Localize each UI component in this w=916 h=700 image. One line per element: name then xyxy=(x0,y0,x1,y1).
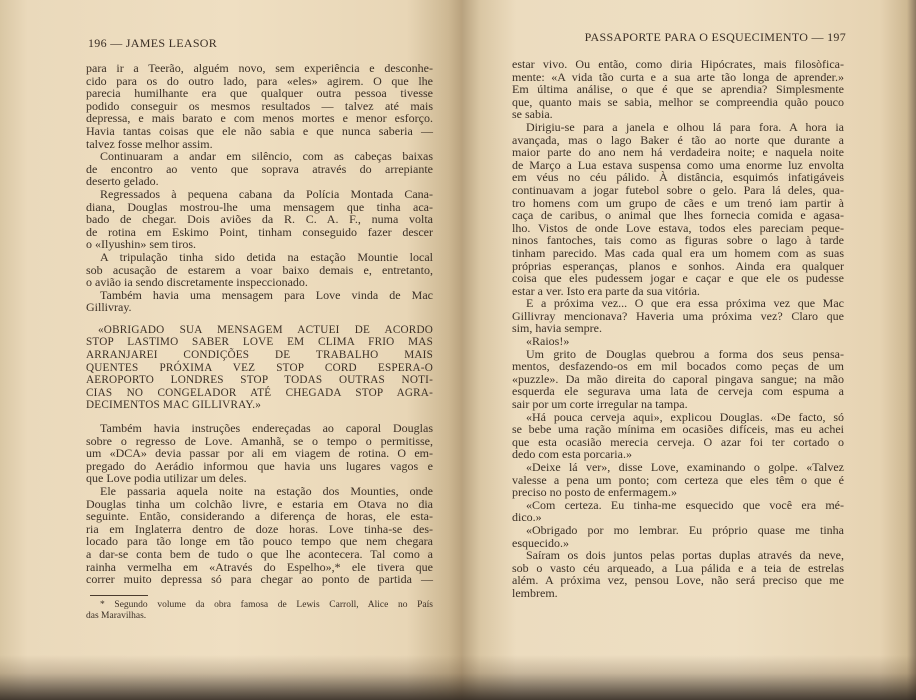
text-line: seguinte. Então, considerando a diferença de horas, ele esta- xyxy=(86,509,433,524)
paragraph xyxy=(512,348,844,411)
text-line: cido para os do outro lado, para «eles» agirem. O que lhe xyxy=(86,73,433,88)
text-line: «Deixe lá ver», disse Love, examinando o golpe. «Talvez xyxy=(526,460,844,474)
text-line: de Março a Lua estava suspensa como uma enorme luz envolta xyxy=(512,157,844,172)
text-line: em véus no céu pálido. À distância, esquimós infatigáveis xyxy=(512,170,844,185)
text-line: Saíram os dois juntos pelas portas duplas através da neve, xyxy=(526,548,844,563)
text-line: «Raios!» xyxy=(526,334,570,349)
text-line: Também havia instruções endereçadas ao caporal Douglas xyxy=(100,421,433,436)
text-line: esquecido.» xyxy=(512,535,569,550)
text-line: lembrem. xyxy=(512,585,558,600)
text-line: dico.» xyxy=(512,510,542,525)
text-line: próprias esperanças, planos e sonhos. Ainda era qualquer xyxy=(512,258,844,273)
text-line: QUENTES PRÓXIMA VEZ STOP CORD ESPERA-O xyxy=(86,361,433,374)
text-line: Ele passaria aquela noite na estação dos Mounties, onde xyxy=(100,484,433,498)
right-page xyxy=(462,0,916,700)
left-page-body xyxy=(86,62,433,586)
text-line: parecia humilhante era que qualquer outra pessoa tivesse xyxy=(86,86,433,101)
text-line: um «DCA» devia passar por ali em viagem de rotina. O em- xyxy=(86,446,433,461)
text-line: mente: «A vida tão curta e a sua arte tão longa de aprender.» xyxy=(512,69,844,84)
paragraph xyxy=(512,121,844,297)
text-line: Havia tantas coisas que ele não sabia e que nunca saberia — xyxy=(86,123,433,138)
text-line: «Obrigado por mo lembrar. Eu próprio quase me tinha xyxy=(526,522,844,537)
paragraph xyxy=(86,251,433,289)
text-line: sim, havia sempre. xyxy=(512,321,602,336)
text-line: AEROPORTO LONDRES STOP TODAS OUTRAS NOTI- xyxy=(86,374,433,387)
paragraph xyxy=(86,422,433,485)
telegram-paragraph xyxy=(86,324,433,412)
text-line: se bebe uma ração mínima em ocasiões difíceis, mas eu achei xyxy=(512,422,844,437)
text-line: tro homens com um grupo de cães e um trenó iam partir à xyxy=(512,195,844,210)
text-line: lho. Vistos de onde Love estava, todos eles pareciam peque- xyxy=(512,220,844,235)
text-line: para ir a Teerão, alguém novo, sem experiência e desconhe- xyxy=(86,61,433,75)
text-line: A tripulação tinha sido detida na estação Mountie local xyxy=(100,249,433,264)
footnote-divider xyxy=(90,595,148,596)
paragraph xyxy=(86,62,433,150)
footnote-line: * Segundo volume da obra famosa de Lewis Carroll, Alice no País xyxy=(100,600,433,610)
paragraph xyxy=(86,289,433,314)
text-line: Em última análise, o que é que se aprendia? Simplesmente xyxy=(512,82,844,97)
text-line: mentos, desfazendo-os em mil bocados como peças de um xyxy=(512,359,844,374)
text-line: se sabia. xyxy=(512,107,553,122)
text-line: sair por um corte irregular na tampa. xyxy=(512,397,688,412)
text-line: de encontro ao vento que soprava através do arrepiante xyxy=(86,161,433,176)
text-line: valesse a pena um ponto; com certeza que eles têm o que é xyxy=(512,472,844,487)
text-line: Gillivray mencionava? Haveria uma próxima vez? Claro que xyxy=(512,308,844,323)
text-line: E a próxima vez... O que era essa próxima vez que Mac xyxy=(526,296,844,311)
text-line: de rotina em Eskimo Point, tinham conseguido fazer descer xyxy=(86,224,433,239)
text-line: esquerda ele segurava uma lata de cerveja com espuma a xyxy=(512,384,844,399)
footnote-line: das Maravilhas. xyxy=(86,611,147,621)
text-line: Um grito de Douglas quebrou a forma dos seus pensa- xyxy=(526,346,844,361)
text-line: deserto gelado. xyxy=(86,174,159,189)
text-line: Dirigiu-se para a janela e olhou lá para fora. A hora ia xyxy=(526,119,844,134)
text-line: dedo com esta porcaria.» xyxy=(512,447,632,462)
text-line: estar vivo. Ou então, como diria Hipócrates, mais filosòfica- xyxy=(512,57,844,71)
text-line: Também havia uma mensagem para Love vinda de Mac xyxy=(100,287,433,302)
paragraph xyxy=(512,461,844,499)
text-line: pregado do Aerádio informou que havia uns lugares vagos e xyxy=(86,458,433,473)
text-line: sob o vasto céu arqueado, a Lua pálida e a teia de estrelas xyxy=(512,560,844,575)
text-line: podido conseguir os mesmos resultados — talvez até mais xyxy=(86,98,433,113)
text-line: ARRANJAREI CONDIÇÕES DE TRABALHO MAIS xyxy=(86,349,433,362)
text-line: locado para tão longe em tão pouco tempo que nem chegara xyxy=(86,534,433,549)
text-line: maior parte do ano nem há verdadeira noite; e naquela noite xyxy=(512,145,844,160)
text-line: que Love podia utilizar um deles. xyxy=(86,471,247,486)
text-line: DECIMENTOS MAC GILLIVRAY.» xyxy=(86,399,261,412)
paragraph xyxy=(86,188,433,251)
text-line: bado de chegar. Dois aviões da R. C. A. F., numa volta xyxy=(86,212,433,227)
text-line: CIAS NO CONGELADOR ATÉ CHEGADA STOP AGRA- xyxy=(86,386,433,399)
text-line: além. A próxima vez, pensou Love, não será preciso que me xyxy=(512,573,844,588)
footnote xyxy=(86,600,433,622)
page-shadow xyxy=(0,655,462,700)
text-line: diana, Douglas mostrou-lhe uma mensagem que tinha aca- xyxy=(86,199,433,214)
text-line: que, quanto mais se sabia, melhor se compreendia quão pouco xyxy=(512,94,844,109)
running-header-right: PASSAPORTE PARA O ESQUECIMENTO — 197 xyxy=(584,30,846,44)
paragraph xyxy=(512,297,844,335)
paragraph xyxy=(86,485,433,586)
text-line: Continuaram a andar em silêncio, com as cabeças baixas xyxy=(100,149,433,164)
text-line: tinham parecido. Mas cada qual era um homem com as suas xyxy=(512,245,844,260)
text-line: «OBRIGADO SUA MENSAGEM ACTUEI DE ACORDO xyxy=(98,323,433,336)
text-line: Regressados à pequena cabana da Polícia Montada Cana- xyxy=(100,186,433,201)
text-line: rainha vermelha em «Através do Espelho»,* ele tivera que xyxy=(86,559,433,574)
text-line: «Com certeza. Eu tinha-me esquecido que você era mé- xyxy=(526,497,844,512)
text-line: a dar-se conta bem de tudo o que lhe acontecera. Tal como a xyxy=(86,546,433,561)
text-line: correr muito depressa só para chegar ao ponto de partida — xyxy=(86,572,433,587)
text-line: caça de caribus, o animal que lhes fornecia comida e agasa- xyxy=(512,208,844,223)
text-line: Douglas tinha um colchão livre, e estaria em Otava no dia xyxy=(86,496,433,511)
paragraph xyxy=(512,499,844,524)
text-line: ria em Inglaterra dentro de doze horas. Love tinha-se des- xyxy=(86,521,433,536)
text-line: STOP LASTIMO SABER LOVE EM CLIMA FRIO MAS xyxy=(86,336,433,349)
text-line: «puzzle». Da mão direita do caporal pingava sangue; na mão xyxy=(512,371,844,386)
text-line: sobre o regresso de Love. Amanhã, se o tempo o permitisse, xyxy=(86,433,433,448)
paragraph xyxy=(512,411,844,461)
paragraph xyxy=(512,335,844,348)
text-line: depressa, e mais barato e com menos mortes e menor esforço. xyxy=(86,111,433,126)
text-line: o «Ilyushin» sem tiros. xyxy=(86,237,196,252)
text-line: o avião ia sendo discretamente inspeccionado. xyxy=(86,275,308,290)
paragraph xyxy=(86,150,433,188)
paragraph xyxy=(512,549,844,599)
text-line: estar a ver. Isto era parte da sua vitória. xyxy=(512,283,700,298)
text-line: preciso no posto de enfermagem.» xyxy=(512,485,677,500)
text-line: «Há pouca cerveja aqui», explicou Douglas. «De facto, só xyxy=(526,409,844,424)
text-line: avançada, mas o lago Baker é tão ao norte que durante a xyxy=(512,132,844,147)
text-line: Gillivray. xyxy=(86,300,132,315)
text-line: continuavam a jogar futebol sobre o gelo. Para lá deles, qua- xyxy=(512,182,844,197)
page-shadow xyxy=(462,655,916,700)
text-line: coisa que eles pudessem jogar e caçar e que ele os pudesse xyxy=(512,271,844,286)
text-line: ninos fantoches, tais como as figuras sobre o lago à tarde xyxy=(512,233,844,248)
paragraph xyxy=(512,58,844,121)
text-line: sob acusação de estarem a voar baixo demais e, entretanto, xyxy=(86,262,433,277)
paragraph xyxy=(512,524,844,549)
running-header-left: 196 — JAMES LEASOR xyxy=(88,36,218,50)
text-line: talvez fosse melhor assim. xyxy=(86,136,213,151)
right-page-body xyxy=(512,58,844,600)
text-line: que esta ocasião merecia cerveja. O azar foi ter cortado o xyxy=(512,434,844,449)
